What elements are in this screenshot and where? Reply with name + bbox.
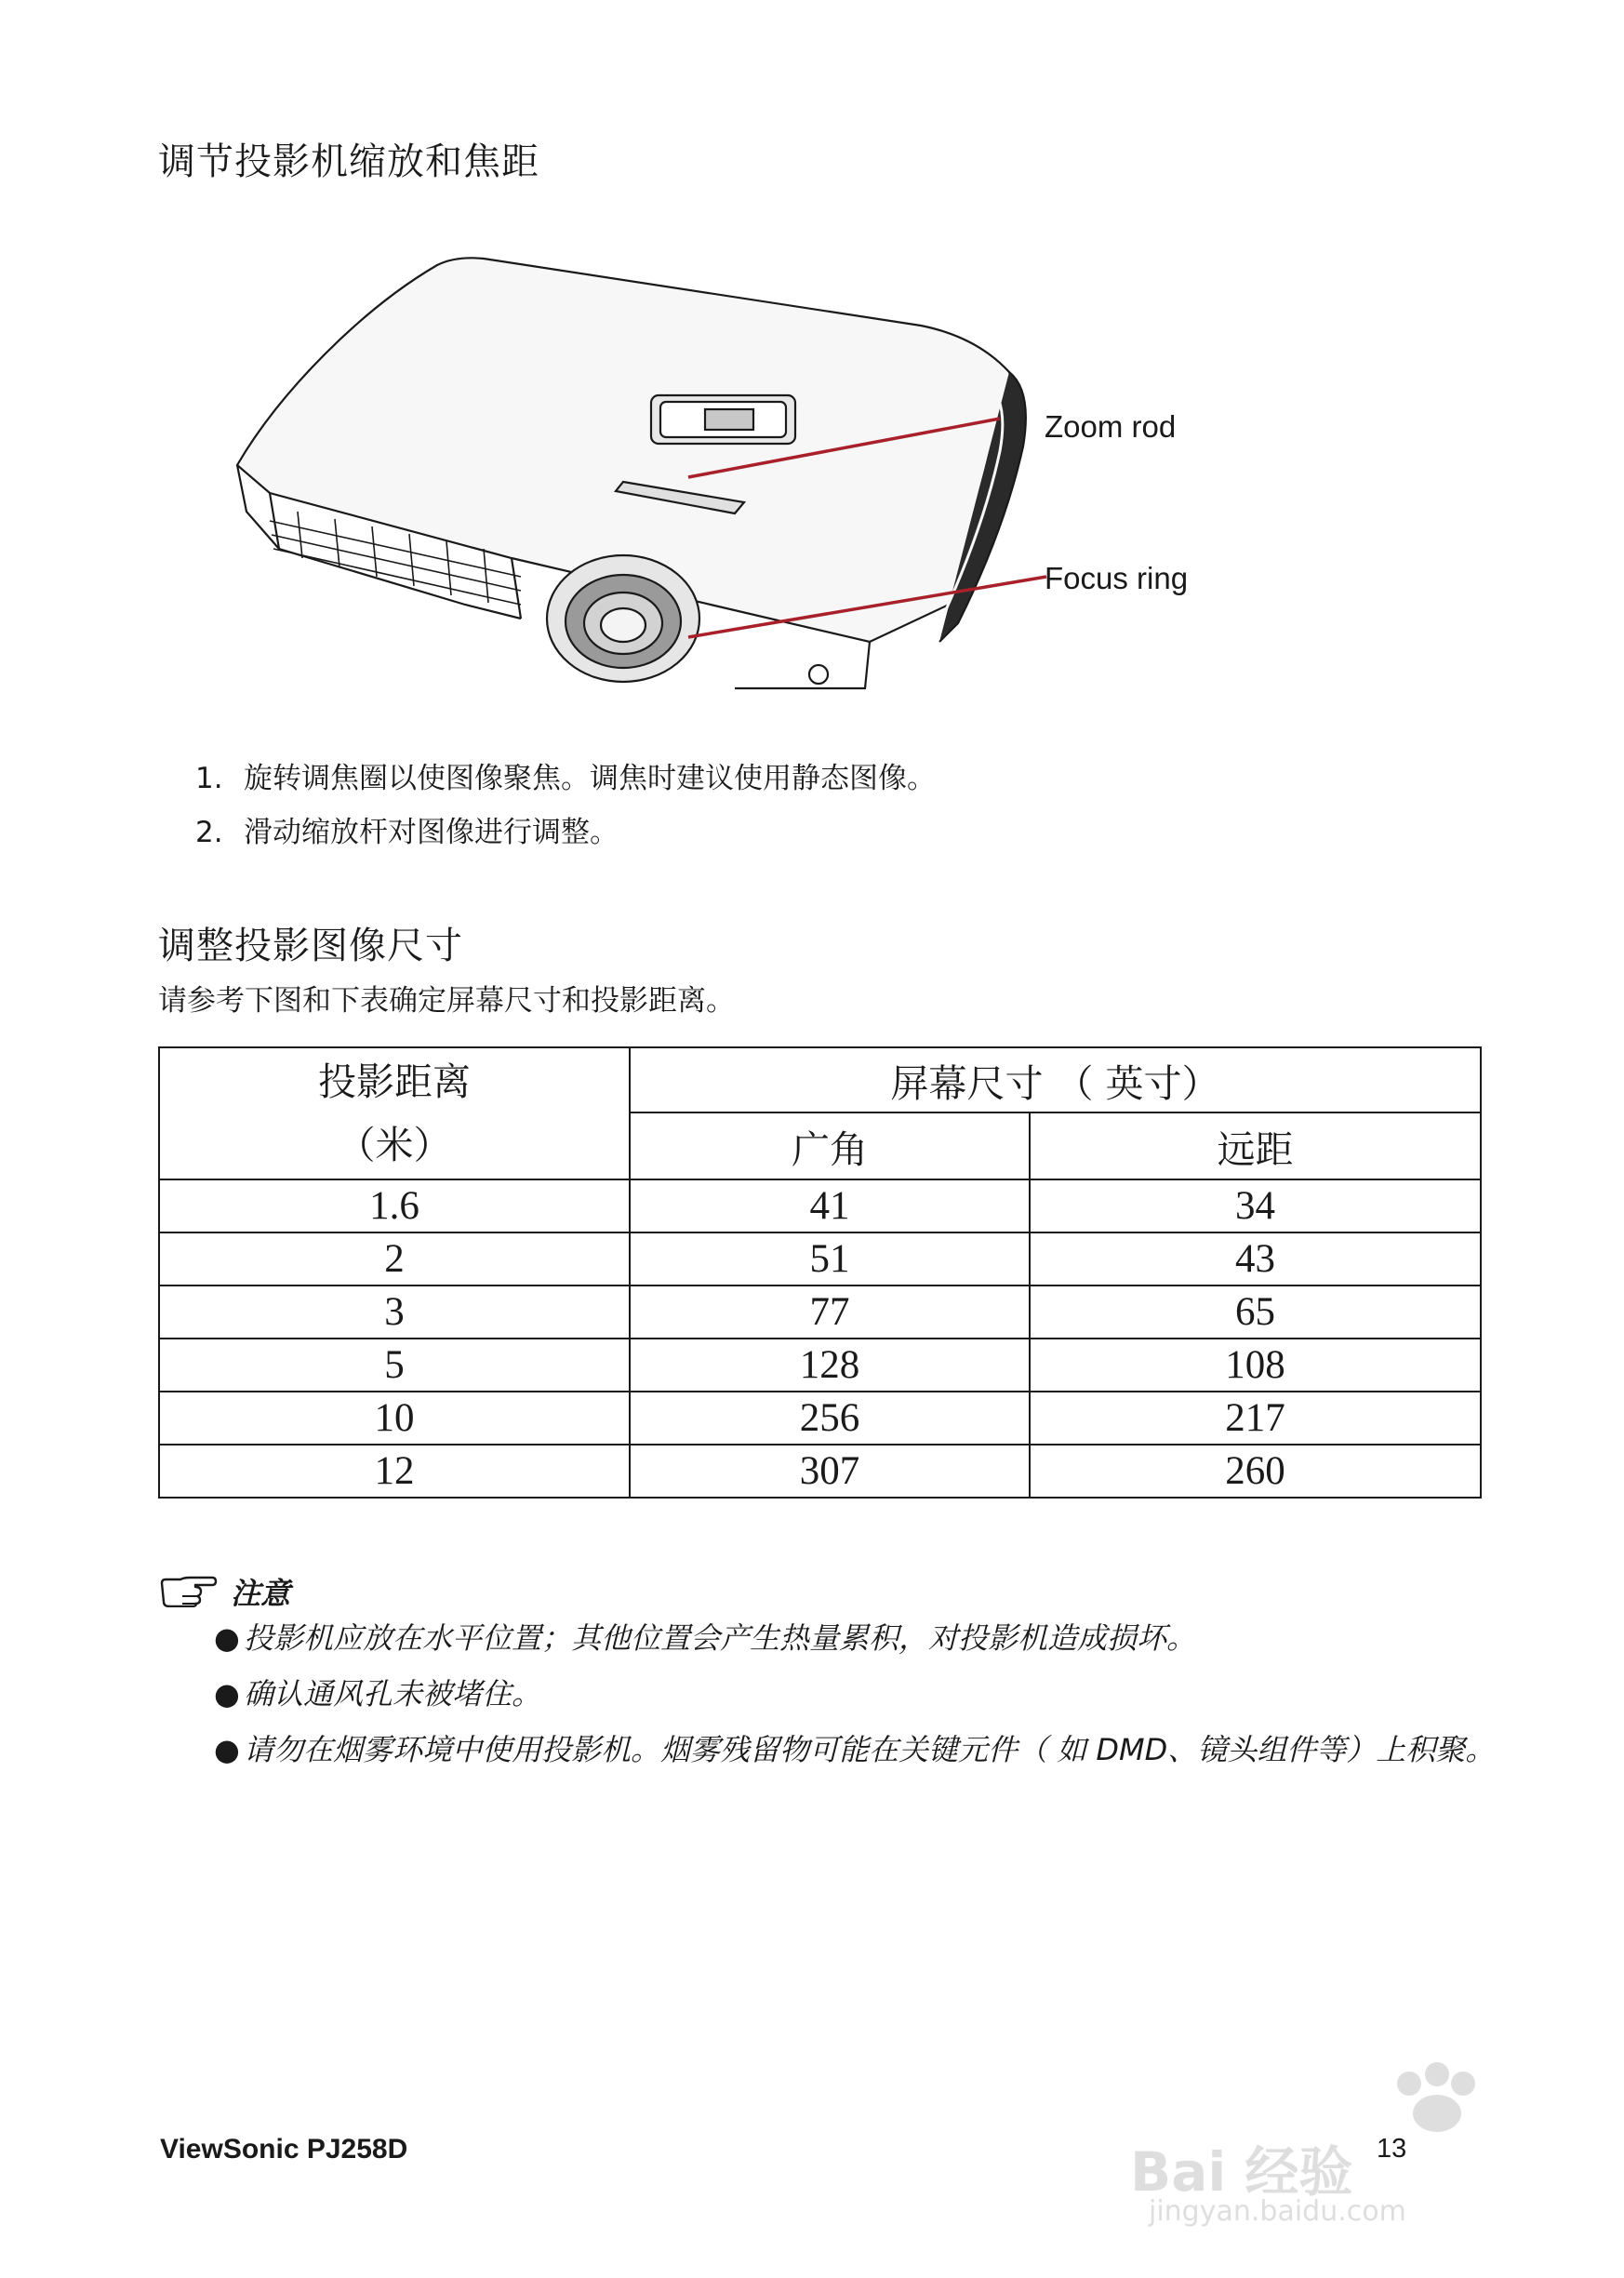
instruction-steps: [195, 752, 936, 859]
tele-cell: 260: [1030, 1445, 1481, 1498]
tele-header: 远距: [1030, 1112, 1481, 1179]
section-heading-zoom-focus: 调节投影机缩放和焦距: [158, 140, 539, 183]
distance-cell: 3: [159, 1286, 630, 1339]
tele-cell: 43: [1030, 1232, 1481, 1286]
wide-cell: 256: [630, 1392, 1030, 1445]
step-item: [195, 752, 936, 806]
table-row: [159, 1179, 1481, 1232]
zoom-rod-label: Zoom rod: [1045, 409, 1177, 444]
table-row: [159, 1339, 1481, 1392]
distance-cell: 12: [159, 1445, 630, 1498]
pointing-hand-icon: [160, 1576, 218, 1615]
note-heading: [160, 1570, 290, 1615]
page-number: 13: [1377, 2134, 1407, 2164]
bullet-icon: ●: [214, 1732, 240, 1767]
tele-cell: 65: [1030, 1286, 1481, 1339]
screen-size-header: 屏幕尺寸 （ 英寸）: [630, 1047, 1481, 1112]
footer-model-name: ViewSonic PJ258D: [160, 2134, 408, 2165]
note-item: [214, 1614, 1498, 1662]
step-number: 1.: [195, 762, 223, 795]
note-title: 注意: [231, 1576, 291, 1611]
focus-ring-label: Focus ring: [1045, 561, 1189, 595]
screen-size-table: [158, 1046, 1482, 1499]
note-item-text: 投影机应放在水平位置；其他位置会产生热量累积，对投影机造成损坏。: [244, 1620, 1197, 1656]
bullet-icon: ●: [214, 1676, 240, 1712]
note-item-text: 请勿在烟雾环境中使用投影机。烟雾残留物可能在关键元件（ 如 DMD、镜头组件等）上积聚。: [244, 1732, 1496, 1767]
wide-cell: 128: [630, 1339, 1030, 1392]
wide-cell: 307: [630, 1445, 1030, 1498]
distance-cell: 2: [159, 1232, 630, 1286]
distance-header-line1: 投影距离: [318, 1059, 471, 1104]
distance-header: [159, 1047, 630, 1179]
note-item: [214, 1670, 1498, 1718]
bullet-icon: ●: [214, 1620, 240, 1656]
step-number: 2.: [195, 816, 223, 849]
table-row: [159, 1392, 1481, 1445]
wide-cell: 51: [630, 1232, 1030, 1286]
note-item-text: 确认通风孔未被堵住。: [244, 1676, 542, 1712]
wide-header: 广角: [630, 1112, 1030, 1179]
distance-cell: 1.6: [159, 1179, 630, 1232]
watermark-url: jingyan.baidu.com: [1149, 2195, 1406, 2228]
intro-text: 请参考下图和下表确定屏幕尺寸和投影距离。: [158, 984, 735, 1018]
baidu-watermark: [1130, 2046, 1558, 2232]
tele-cell: 217: [1030, 1392, 1481, 1445]
note-item: [214, 1725, 1498, 1774]
watermark-brand: Bai 经验: [1130, 2140, 1353, 2204]
tele-cell: 34: [1030, 1179, 1481, 1232]
table-row: [159, 1286, 1481, 1339]
table-row: [159, 1445, 1481, 1498]
wide-cell: 41: [630, 1179, 1030, 1232]
step-item: [195, 806, 936, 859]
wide-cell: 77: [630, 1286, 1030, 1339]
projector-illustration: [214, 251, 1256, 735]
section-heading-image-size: 调整投影图像尺寸: [158, 925, 463, 967]
step-text: 旋转调焦圈以使图像聚焦。调焦时建议使用静态图像。: [244, 762, 936, 795]
distance-header-line2: （米）: [337, 1123, 452, 1167]
note-list: [214, 1614, 1498, 1781]
distance-cell: 10: [159, 1392, 630, 1445]
step-text: 滑动缩放杆对图像进行调整。: [244, 816, 619, 849]
table-row: [159, 1232, 1481, 1286]
tele-cell: 108: [1030, 1339, 1481, 1392]
distance-cell: 5: [159, 1339, 630, 1392]
